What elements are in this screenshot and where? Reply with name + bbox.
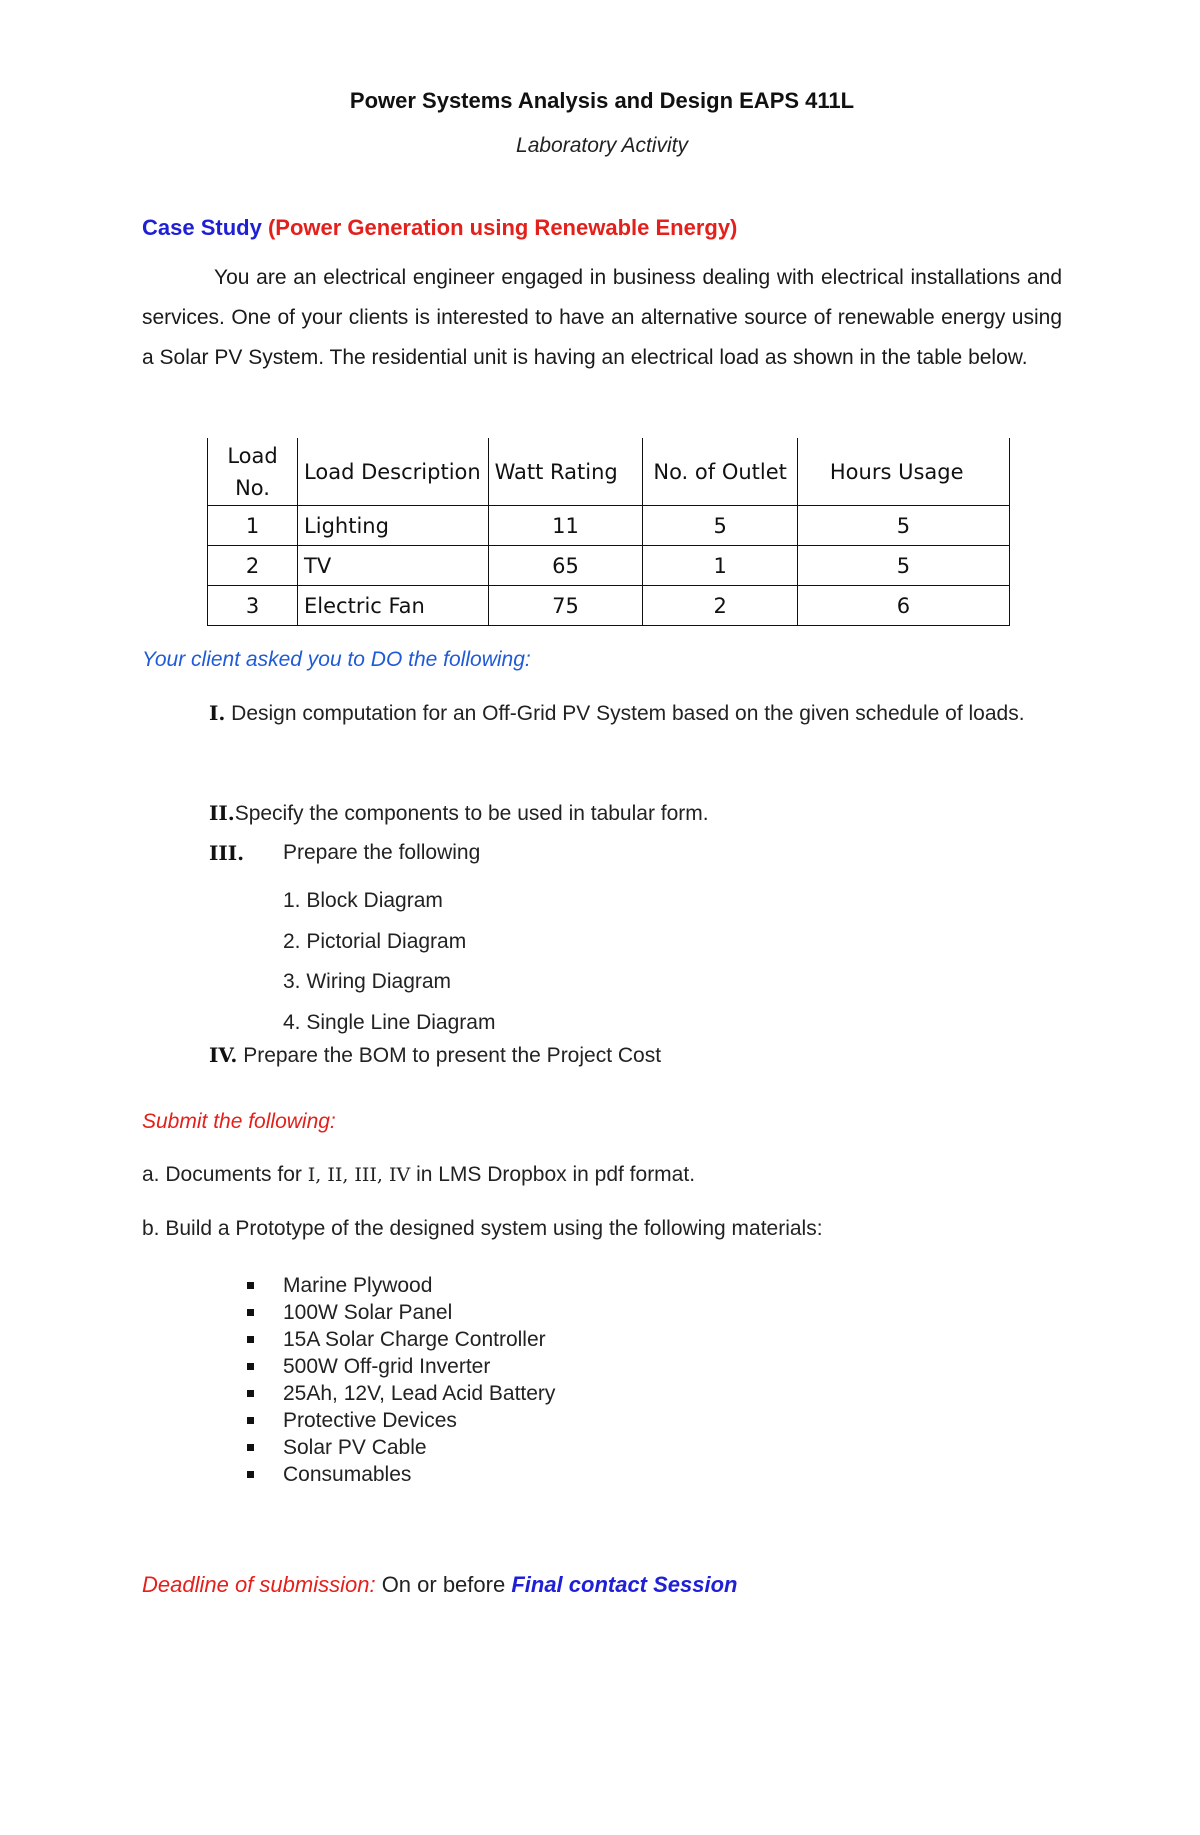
case-study-heading	[142, 215, 737, 241]
cell-load-no: 2	[208, 546, 298, 586]
material-label: Solar PV Cable	[283, 1436, 427, 1459]
list-item	[247, 1461, 555, 1488]
deadline-line	[142, 1572, 738, 1598]
square-bullet-icon	[247, 1309, 254, 1316]
cell-no-of-outlet: 2	[643, 586, 798, 626]
square-bullet-icon	[247, 1363, 254, 1370]
cell-load-no: 3	[208, 586, 298, 626]
header-no-of-outlet: No. of Outlet	[643, 438, 798, 506]
deadline-session: Final contact Session	[511, 1572, 738, 1597]
material-label: Protective Devices	[283, 1409, 457, 1432]
submission-a-prefix: a. Documents for	[142, 1163, 308, 1186]
square-bullet-icon	[247, 1390, 254, 1397]
material-label: 15A Solar Charge Controller	[283, 1328, 546, 1351]
list-item: 2. Pictorial Diagram	[283, 929, 467, 953]
submission-heading: Submit the following:	[142, 1110, 336, 1133]
diagram-list	[283, 881, 495, 1043]
instructions-heading: Your client asked you to DO the following:	[142, 648, 531, 671]
cell-load-description: Electric Fan	[298, 586, 489, 626]
square-bullet-icon	[247, 1471, 254, 1478]
material-label: 500W Off-grid Inverter	[283, 1355, 491, 1378]
material-label: 25Ah, 12V, Lead Acid Battery	[283, 1382, 556, 1405]
cell-load-description: TV	[298, 546, 489, 586]
list-item: 4. Single Line Diagram	[283, 1010, 496, 1034]
list-item	[247, 1353, 555, 1380]
task-text: Specify the components to be used in tabular form.	[234, 802, 709, 825]
submission-line-b: b. Build a Prototype of the designed system using the following materials:	[142, 1217, 823, 1240]
list-item	[247, 1434, 555, 1461]
list-item	[247, 1380, 555, 1407]
list-item	[247, 1326, 555, 1353]
cell-no-of-outlet: 5	[643, 506, 798, 546]
case-study-topic: (Power Generation using Renewable Energy)	[267, 215, 738, 240]
case-study-label: Case Study	[142, 215, 262, 240]
table-row	[208, 546, 1010, 586]
task-numeral: I.	[209, 701, 226, 725]
task-item	[209, 1043, 661, 1068]
task-numeral: III.	[209, 841, 245, 865]
deadline-label: Deadline of submission:	[142, 1572, 376, 1597]
square-bullet-icon	[247, 1282, 254, 1289]
header-hours-usage: Hours Usage	[797, 438, 1009, 506]
square-bullet-icon	[247, 1336, 254, 1343]
square-bullet-icon	[247, 1444, 254, 1451]
task-numeral: II.	[209, 801, 235, 825]
cell-hours-usage: 6	[797, 586, 1009, 626]
task-numeral: IV.	[209, 1043, 238, 1067]
task-item	[209, 841, 481, 866]
cell-watt-rating: 75	[488, 586, 643, 626]
page-title: Power Systems Analysis and Design EAPS 411L	[349, 88, 855, 113]
load-schedule-table	[207, 438, 1010, 626]
header-load-description: Load Description	[298, 438, 489, 506]
materials-list	[247, 1272, 555, 1488]
cell-hours-usage: 5	[797, 546, 1009, 586]
submission-line-a	[142, 1163, 695, 1187]
cell-no-of-outlet: 1	[643, 546, 798, 586]
list-item: 3. Wiring Diagram	[283, 970, 452, 993]
header-watt-rating: Watt Rating	[488, 438, 643, 506]
task-item	[209, 801, 709, 826]
table-row	[208, 506, 1010, 546]
square-bullet-icon	[247, 1417, 254, 1424]
cell-watt-rating: 65	[488, 546, 643, 586]
task-text: Prepare the following	[283, 841, 481, 864]
case-study-intro: You are an electrical engineer engaged in business dealing with electrical installations and services. One of your clients is interested to have an alternative source of renewable energy using a Solar PV System. The residential unit is having an electrical load as shown in the table below.	[142, 266, 1062, 369]
cell-watt-rating: 11	[488, 506, 643, 546]
cell-hours-usage: 5	[797, 506, 1009, 546]
list-item	[247, 1299, 555, 1326]
task-item	[209, 693, 1059, 734]
task-text: Prepare the BOM to present the Project Cost	[243, 1044, 662, 1067]
task-text: Design computation for an Off-Grid PV System based on the given schedule of loads.	[231, 702, 1025, 725]
list-item	[247, 1272, 555, 1299]
page-subtitle: Laboratory Activity	[516, 134, 688, 157]
table-header-row	[208, 438, 1010, 506]
material-label: Marine Plywood	[283, 1274, 433, 1297]
cell-load-no: 1	[208, 506, 298, 546]
submission-a-suffix: in LMS Dropbox in pdf format.	[410, 1163, 696, 1186]
deadline-text: On or before	[375, 1572, 512, 1597]
header-load-no: Load No.	[208, 438, 298, 506]
material-label: Consumables	[283, 1463, 412, 1486]
cell-load-description: Lighting	[298, 506, 489, 546]
list-item: 1. Block Diagram	[283, 889, 443, 912]
table-row	[208, 586, 1010, 626]
list-item	[247, 1407, 555, 1434]
material-label: 100W Solar Panel	[283, 1301, 453, 1324]
submission-a-refs: I, II, III, IV	[307, 1164, 411, 1186]
